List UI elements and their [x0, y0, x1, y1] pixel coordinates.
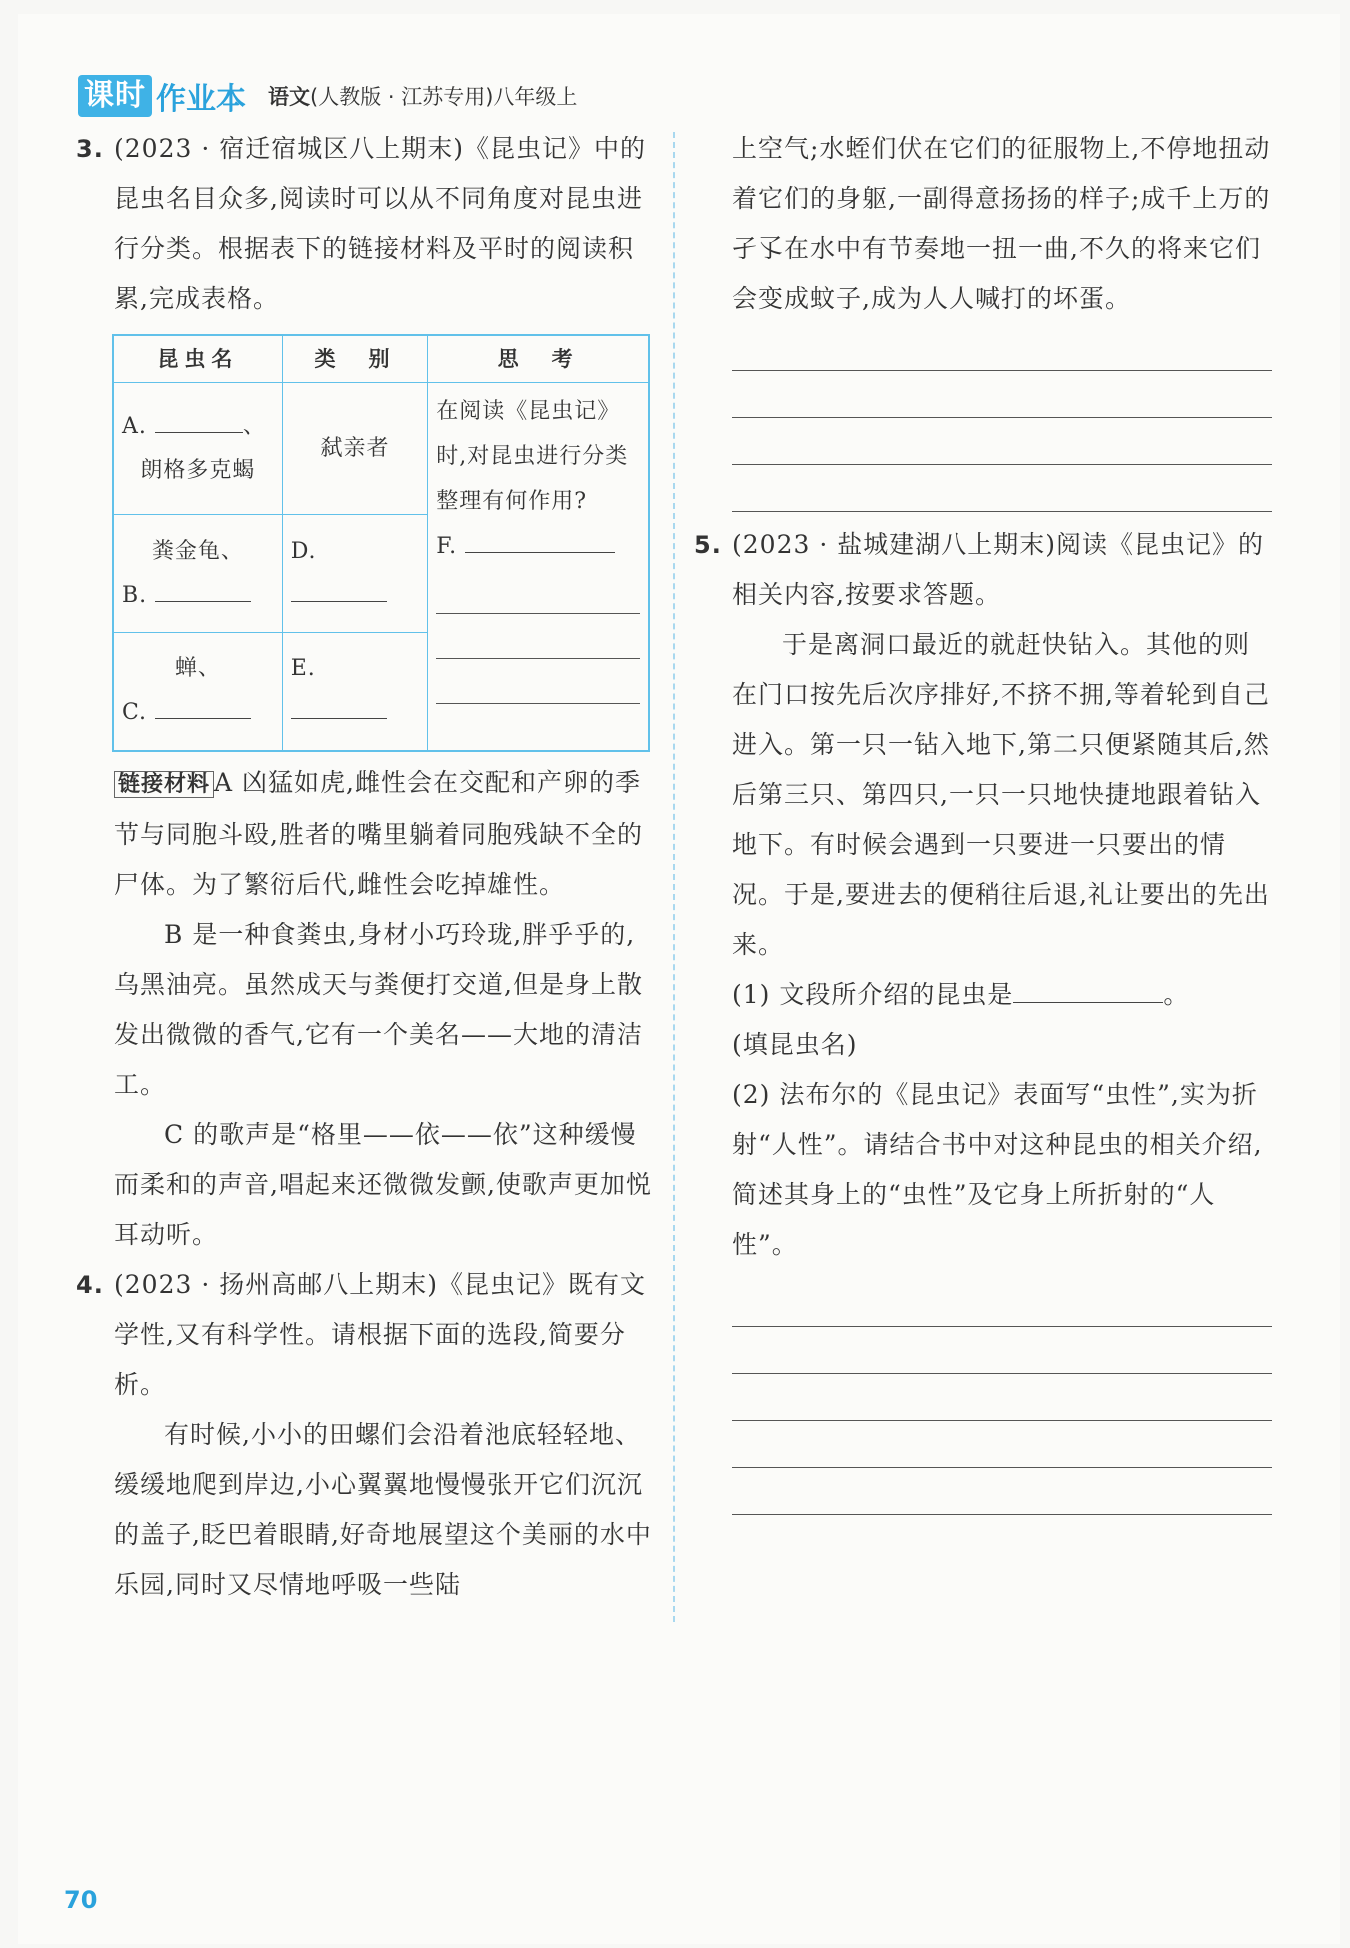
label-d: D. — [290, 538, 317, 564]
blank-e[interactable] — [291, 692, 387, 719]
table-row — [113, 383, 649, 515]
logo-title: 作业本 — [156, 82, 246, 117]
answer-line[interactable] — [732, 371, 1272, 418]
question-number: 4. — [76, 1270, 104, 1299]
question-4 — [76, 1260, 652, 1610]
link-a-text: A 凶猛如虎,雌性会在交配和产卵的季节与同胞斗殴,胜者的嘴里躺着同胞残缺不全的尸体。为了繁衍后代,雌性会吃掉雄性。 — [114, 767, 643, 899]
answer-line[interactable] — [732, 1421, 1272, 1468]
table-header-row — [113, 335, 649, 383]
label-c: C. — [122, 700, 148, 726]
blank-d[interactable] — [291, 575, 387, 602]
separator: 、 — [242, 413, 266, 439]
logo-highlight: 课时 — [78, 75, 152, 117]
question-5 — [694, 520, 1272, 1270]
link-material-a — [114, 758, 652, 910]
link-materials — [82, 758, 652, 1260]
header-thinking: 思 考 — [428, 335, 649, 383]
header-insect-name: 昆虫名 — [113, 335, 282, 383]
label-b: B. — [122, 582, 148, 608]
page-header — [78, 72, 577, 120]
blank-insect-name[interactable] — [1013, 976, 1163, 1003]
cicada-name: 蝉、 — [174, 656, 221, 682]
cell-insect-a — [113, 383, 282, 515]
edition-label: (人教版 · 江苏专用)八年级上 — [310, 85, 578, 109]
blank-a[interactable] — [155, 406, 243, 433]
answer-line[interactable] — [732, 1280, 1272, 1327]
period: 。 — [1163, 980, 1190, 1009]
answer-line[interactable] — [732, 465, 1272, 512]
cell-category-1: 弑亲者 — [282, 383, 428, 515]
label-e: E. — [290, 656, 316, 682]
insect-table — [112, 334, 650, 752]
question-3 — [76, 124, 652, 324]
dung-beetle-name: 粪金龟、 — [151, 538, 244, 564]
book-info — [268, 81, 577, 111]
question-number: 5. — [694, 531, 722, 559]
cell-insect-c — [113, 633, 282, 751]
right-column — [694, 124, 1272, 1515]
blank-f[interactable] — [465, 526, 615, 553]
blank-c[interactable] — [155, 692, 251, 719]
answer-line[interactable] — [732, 324, 1272, 371]
left-column — [76, 124, 652, 1610]
sub-question-1-note: (填昆虫名) — [732, 1030, 858, 1059]
cell-thinking — [428, 383, 649, 751]
question-4-passage: 有时候,小小的田螺们会沿着池底轻轻地、缓缓地爬到岸边,小心翼翼地慢慢张开它们沉沉的盖子,眨巴着眼睛,好奇地展望这个美丽的水中乐园,同时又尽情地呼吸一些陆 — [114, 1419, 652, 1599]
link-material-b: B 是一种食粪虫,身材小巧玲珑,胖乎乎的,乌黑油亮。虽然成天与粪便打交道,但是身上散发出微微的香气,它有一个美名——大地的清洁工。 — [114, 919, 643, 1099]
cell-insect-b — [113, 515, 282, 633]
cell-category-2 — [282, 515, 428, 633]
thinking-question: 在阅读《昆虫记》时,对昆虫进行分类整理有何作用? — [436, 399, 629, 514]
scorpion-name: 朗格多克蝎 — [140, 457, 256, 483]
sub-question-1-text: (1) 文段所介绍的昆虫是 — [732, 980, 1014, 1009]
subject-label: 语文 — [268, 85, 310, 109]
answer-line[interactable] — [732, 418, 1272, 465]
answer-line[interactable] — [436, 614, 640, 659]
question-5-text: (2023 · 盐城建湖八上期末)阅读《昆虫记》的相关内容,按要求答题。 — [732, 530, 1264, 609]
answer-line[interactable] — [436, 569, 640, 614]
cell-category-3 — [282, 633, 428, 751]
label-a: A. — [122, 413, 147, 439]
sub-question-1 — [732, 970, 1272, 1020]
question-4-passage-cont: 上空气;水蛭们伏在它们的征服物上,不停地扭动着它们的身躯,一副得意扬扬的样子;成千上万的孑孓在水中有节奏地一扭一曲,不久的将来它们会变成蚊子,成为人人喊打的坏蛋。 — [732, 134, 1271, 313]
answer-line[interactable] — [732, 1468, 1272, 1515]
link-tag: 链接材料 — [114, 771, 214, 798]
sub-question-2: (2) 法布尔的《昆虫记》表面写“虫性”,实为折射“人性”。请结合书中对这种昆虫的相关介绍,简述其身上的“虫性”及它身上所折射的“人性”。 — [732, 1080, 1263, 1259]
link-material-c: C 的歌声是“格里——依——依”这种缓慢而柔和的声音,唱起来还微微发颤,使歌声更加悦耳动听。 — [114, 1119, 652, 1249]
column-divider — [673, 132, 675, 1622]
question-4-text: (2023 · 扬州高邮八上期末)《昆虫记》既有文学性,又有科学性。请根据下面的选段,简要分析。 — [114, 1269, 646, 1399]
label-f: F. — [436, 534, 458, 559]
page-number: 70 — [64, 1886, 98, 1914]
blank-b[interactable] — [155, 575, 251, 602]
question-3-text: (2023 · 宿迁宿城区八上期末)《昆虫记》中的昆虫名目众多,阅读时可以从不同角度对昆虫进行分类。根据表下的链接材料及平时的阅读积累,完成表格。 — [114, 134, 646, 313]
answer-line[interactable] — [732, 1327, 1272, 1374]
question-5-passage: 于是离洞口最近的就赶快钻入。其他的则在门口按先后次序排好,不挤不拥,等着轮到自己进入。第一只一钻入地下,第二只便紧随其后,然后第三只、第四只,一只一只地快捷地跟着钻入地下。有时候会遇到一只要进一只要出的情况。于是,要进去的便稍往后退,礼让要出的先出来。 — [732, 630, 1270, 959]
header-category: 类 别 — [282, 335, 428, 383]
answer-line[interactable] — [436, 659, 640, 704]
answer-line[interactable] — [732, 1374, 1272, 1421]
question-number: 3. — [76, 135, 104, 163]
